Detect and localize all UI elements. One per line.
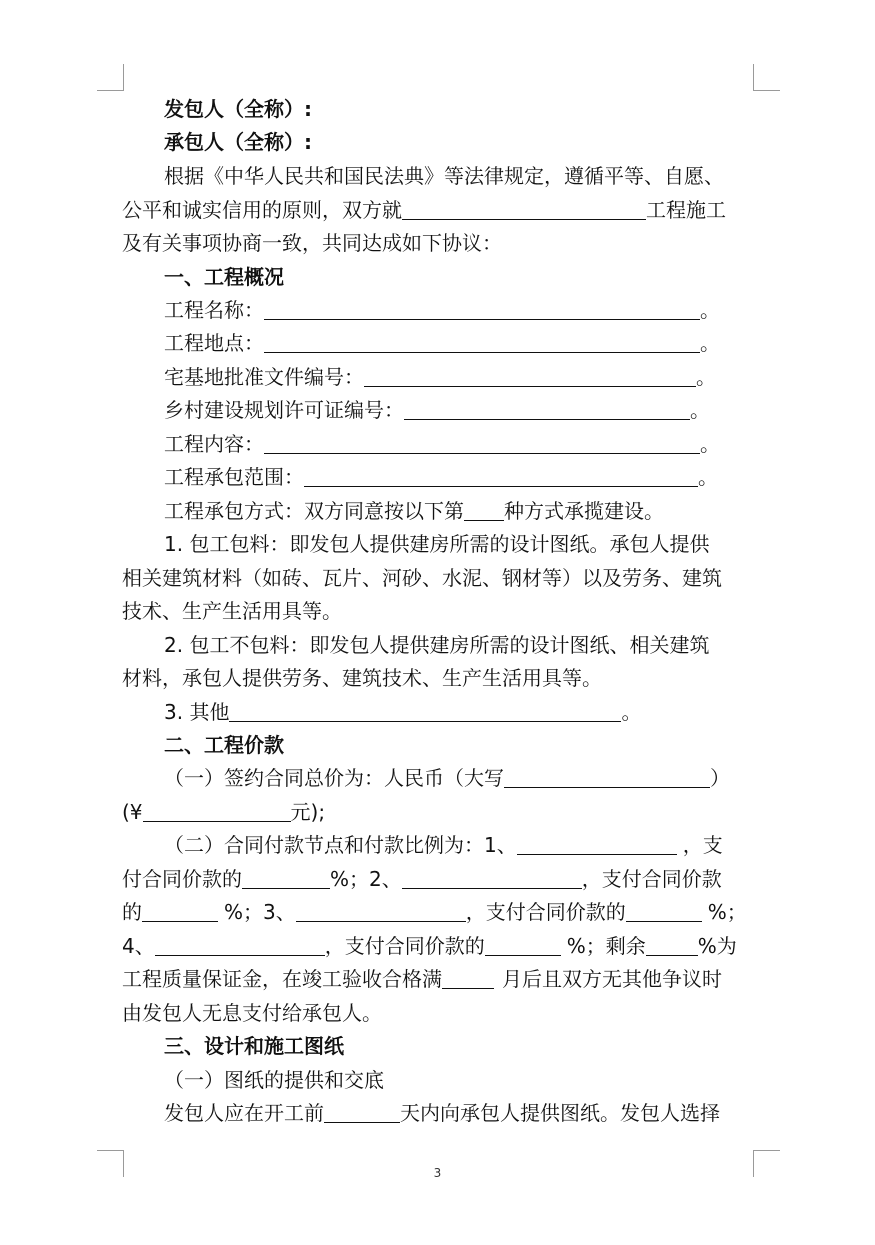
payment-node-3-blank[interactable] [296,901,466,922]
option-1-line-2 [0,562,875,595]
homestead-doc-blank[interactable] [364,366,696,387]
payment-text-2b: %；2、 [330,867,402,891]
option-1-text-2: 相关建筑材料（如砖、瓦片、河砂、水泥、钢材等）以及劳务、建筑 [122,566,722,590]
project-scope-label: 工程承包范围： [164,465,304,489]
homestead-doc-label: 宅基地批准文件编号： [164,365,364,389]
drawings-line-2 [0,1097,875,1130]
intro-line-2 [0,194,875,227]
payment-text-3a: 的 [122,900,142,924]
drawings-text-2b: 天内向承包人提供图纸。发包人选择 [400,1101,720,1125]
price-text-1b: ） [710,766,730,790]
section-3-heading [0,1030,875,1063]
homestead-doc-line [0,361,875,394]
option-1-text-1: 1. 包工包料：即发包人提供建房所需的设计图纸。承包人提供 [164,532,710,556]
price-text-2a: (¥ [122,800,143,824]
project-scope-blank[interactable] [304,466,698,487]
option-1-text-3: 技术、生产生活用具等。 [122,599,342,623]
section-3-title: 三、设计和施工图纸 [164,1034,344,1058]
project-name-line [0,294,875,327]
payment-line-4 [0,930,875,963]
project-name-blank[interactable] [264,299,700,320]
party-b-label: 承包人（全称）: [164,130,312,154]
payment-node-4-blank[interactable] [155,935,325,956]
payment-line-6 [0,997,875,1030]
project-scope-line [0,461,875,494]
planning-permit-blank[interactable] [404,399,690,420]
payment-ratio-1-blank[interactable] [242,868,330,889]
payment-text-5a: 工程质量保证金，在竣工验收合格满 [122,967,442,991]
project-blank[interactable] [402,199,646,220]
drawings-line-1 [0,1064,875,1097]
intro-text-2a: 公平和诚实信用的原则，双方就 [122,198,402,222]
price-words-blank[interactable] [504,767,710,788]
payment-text-4d: %为 [697,934,737,958]
section-2-title: 二、工程价款 [164,733,284,757]
option-1-line-1 [0,528,875,561]
intro-line-3 [0,227,875,260]
payment-text-3c: ，支付合同价款的 [465,900,626,924]
payment-ratio-2-blank[interactable] [142,901,218,922]
drawings-days-blank[interactable] [324,1102,400,1123]
payment-line-3 [0,896,875,929]
project-name-label: 工程名称： [164,298,264,322]
option-3-line [0,696,875,729]
option-2-line-2 [0,662,875,695]
party-a-line [0,93,875,126]
payment-text-3b: %；3、 [224,900,296,924]
payment-text-4b: ，支付合同价款的 [324,934,485,958]
method-number-blank[interactable] [464,500,504,521]
period: 。 [700,298,720,322]
payment-text-2a: 付合同价款的 [122,867,242,891]
warranty-months-blank[interactable] [442,968,494,989]
crop-mark-top-right [753,64,780,91]
section-1-heading [0,261,875,294]
option-2-text-2: 材料，承包人提供劳务、建筑技术、生产生活用具等。 [122,666,602,690]
contract-method-text-a: 工程承包方式：双方同意按以下第 [164,499,464,523]
project-content-blank[interactable] [264,433,700,454]
project-location-line [0,327,875,360]
contract-method-line [0,495,875,528]
price-text-1a: （一）签约合同总价为：人民币（大写 [164,766,504,790]
period: 。 [696,365,716,389]
section-1-title: 一、工程概况 [164,265,284,289]
contract-method-text-b: 种方式承揽建设。 [504,499,664,523]
drawings-text-2a: 发包人应在开工前 [164,1101,324,1125]
price-text-2b: 元); [290,800,326,824]
warranty-ratio-blank[interactable] [646,935,698,956]
drawings-text-1: （一）图纸的提供和交底 [164,1068,384,1092]
payment-node-1-blank[interactable] [517,834,677,855]
section-2-heading [0,729,875,762]
period: 。 [698,465,718,489]
payment-text-6: 由发包人无息支付给承包人。 [122,1001,382,1025]
project-content-label: 工程内容： [164,432,264,456]
option-3-text: 3. 其他 [164,700,230,724]
intro-line-1 [0,160,875,193]
payment-text-4a: 4、 [122,934,155,958]
option-2-text-1: 2. 包工不包料：即发包人提供建房所需的设计图纸、相关建筑 [164,633,710,657]
payment-line-1 [0,829,875,862]
payment-line-5 [0,963,875,996]
payment-node-2-blank[interactable] [402,868,582,889]
payment-text-1b: ，支 [682,833,723,857]
payment-ratio-4-blank[interactable] [485,935,561,956]
payment-text-1a: （二）合同付款节点和付款比例为：1、 [164,833,517,857]
project-location-blank[interactable] [264,332,700,353]
period: 。 [621,700,642,724]
price-line-1 [0,762,875,795]
crop-mark-top-left [97,64,124,91]
option-2-line-1 [0,629,875,662]
period: 。 [690,398,710,422]
project-content-line [0,428,875,461]
payment-ratio-3-blank[interactable] [626,901,702,922]
price-line-2 [0,796,875,829]
intro-text-2b: 工程施工 [646,198,726,222]
intro-text-1: 根据《中华人民共和国民法典》等法律规定，遵循平等、自愿、 [164,164,724,188]
payment-text-2c: ，支付合同价款 [581,867,722,891]
option-3-blank[interactable] [229,701,621,722]
price-figure-blank[interactable] [143,801,291,822]
page-number: 3 [433,1166,442,1180]
project-location-label: 工程地点： [164,331,264,355]
payment-text-5b: 月后且双方无其他争议时 [502,967,722,991]
option-1-line-3 [0,595,875,628]
payment-line-2 [0,863,875,896]
planning-permit-label: 乡村建设规划许可证编号： [164,398,404,422]
period: 。 [700,432,720,456]
payment-text-4c: %；剩余 [566,934,646,958]
party-a-label: 发包人（全称）: [164,97,312,121]
payment-text-3d: %； [707,900,747,924]
period: 。 [700,331,720,355]
party-b-line [0,126,875,159]
intro-text-3: 及有关事项协商一致，共同达成如下协议： [122,231,502,255]
planning-permit-line [0,394,875,427]
